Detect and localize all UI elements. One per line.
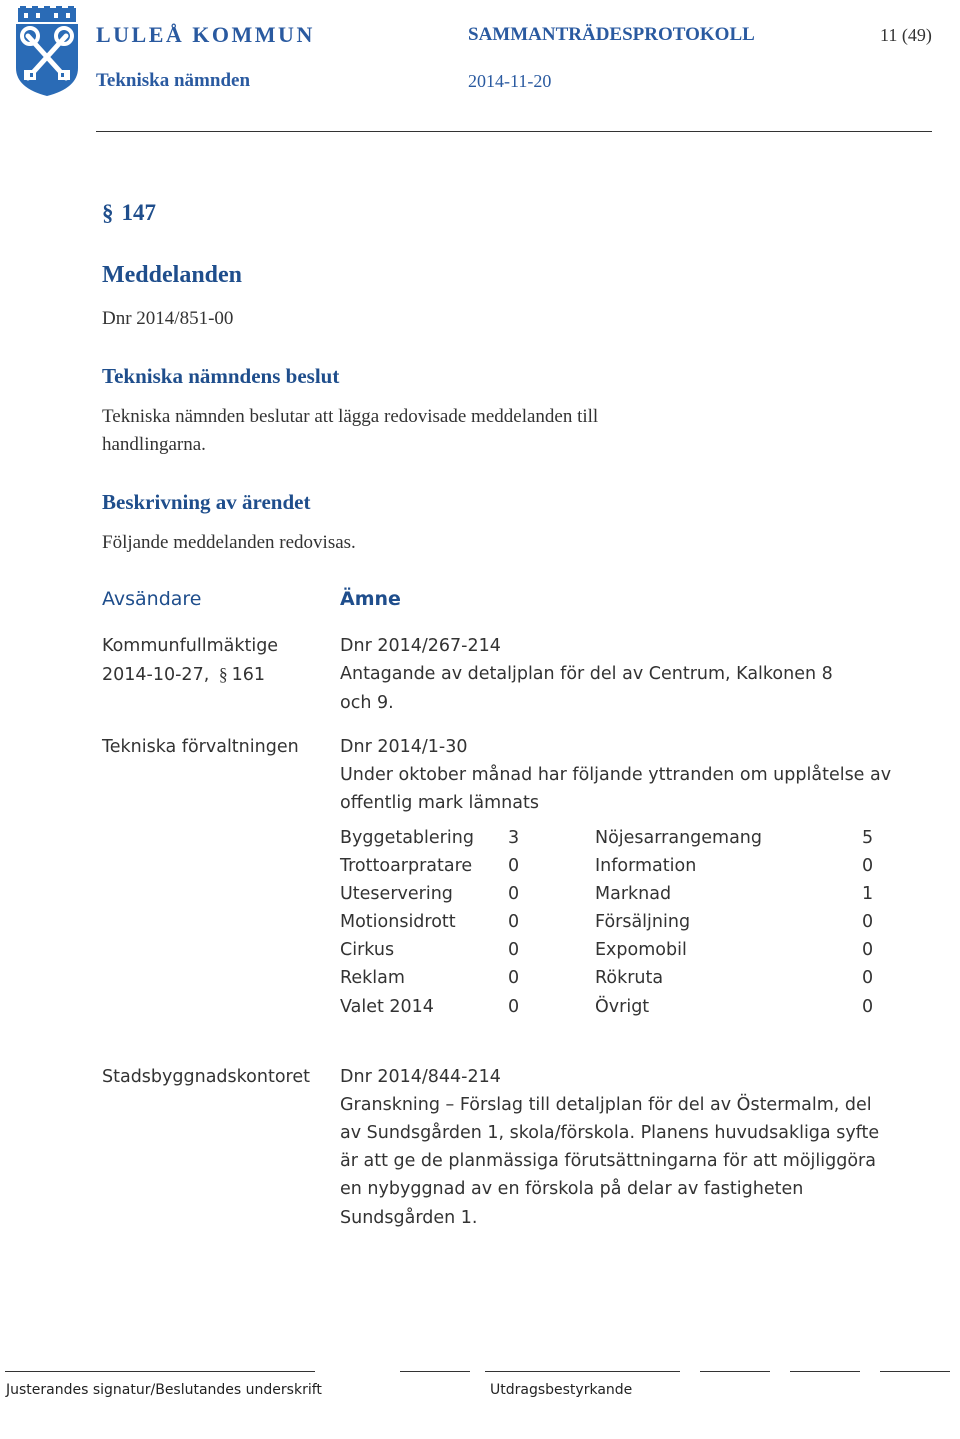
permit-label: Försäljning <box>595 912 691 933</box>
signature-line <box>400 1371 470 1372</box>
permit-label: Uteservering <box>340 884 453 905</box>
item-text-line: av Sundsgården 1, skola/förskola. Planens huvudsakliga syfte <box>340 1123 880 1143</box>
page-number: 11 (49) <box>880 25 932 45</box>
table-row <box>340 912 880 940</box>
permit-count: 0 <box>862 912 874 933</box>
permit-count: 0 <box>508 968 520 989</box>
decision-text-line-1: Tekniska nämnden beslutar att lägga redovisade meddelanden till <box>102 406 599 427</box>
column-subject: Ämne <box>340 588 401 610</box>
permit-label: Övrigt <box>595 996 650 1017</box>
section-symbol: § <box>102 200 114 225</box>
permits-table <box>340 828 880 1025</box>
permit-count: 0 <box>862 940 874 961</box>
permit-label: Motionsidrott <box>340 912 456 933</box>
permit-count: 0 <box>508 856 520 877</box>
signature-line <box>880 1371 950 1372</box>
footer-divider <box>485 1371 625 1372</box>
permit-label: Valet 2014 <box>340 996 434 1017</box>
item-dnr: Dnr 2014/267-214 <box>340 636 501 656</box>
section-number-value: 147 <box>121 200 156 225</box>
item-sender-date-value: 2014-10-27, <box>102 665 210 685</box>
item-text-line: Under oktober månad har följande yttranden om upplåtelse av <box>340 765 892 785</box>
permit-count: 3 <box>508 828 520 848</box>
meeting-date: 2014-11-20 <box>468 71 552 91</box>
permit-label: Rökruta <box>595 968 664 989</box>
coat-of-arms-icon <box>14 6 80 96</box>
table-row <box>340 856 880 884</box>
document-type: SAMMANTRÄDESPROTOKOLL <box>468 24 755 45</box>
item-text-line: Granskning – Förslag till detaljplan för del av Östermalm, del <box>340 1095 872 1115</box>
item-sender: Kommunfullmäktige <box>102 636 279 656</box>
committee-name: Tekniska nämnden <box>96 70 251 91</box>
table-row <box>340 997 880 1025</box>
permit-label: Reklam <box>340 968 405 989</box>
table-row <box>340 828 880 856</box>
description-text: Följande meddelanden redovisas. <box>102 532 356 553</box>
permit-count: 0 <box>508 940 520 961</box>
signature-line <box>700 1371 770 1372</box>
table-row <box>340 884 880 912</box>
item-sender-section: 161 <box>231 665 265 685</box>
column-sender: Avsändare <box>102 588 202 610</box>
section-number <box>102 200 156 226</box>
footer-signatures-label: Justerandes signatur/Beslutandes underskrift <box>6 1382 322 1398</box>
permit-label: Trottoarpratare <box>340 856 473 877</box>
item-text-line: är att ge de planmässiga förutsättningarna för att möjliggöra <box>340 1151 876 1171</box>
description-heading: Beskrivning av ärendet <box>102 490 311 514</box>
header-divider <box>96 131 932 132</box>
section-title: Meddelanden <box>102 262 243 288</box>
item-sender: Stadsbyggnadskontoret <box>102 1067 310 1087</box>
item-text-line: offentlig mark lämnats <box>340 793 539 813</box>
table-row <box>340 968 880 996</box>
decision-text-line-2: handlingarna. <box>102 434 206 455</box>
permit-count: 1 <box>862 884 874 905</box>
item-text-line: och 9. <box>340 693 394 713</box>
permit-label: Information <box>595 856 697 877</box>
item-text-line: Antagande av detaljplan för del av Centrum, Kalkonen 8 <box>340 664 833 684</box>
permit-label: Marknad <box>595 884 672 905</box>
permit-count: 0 <box>862 968 874 989</box>
footer-certifier-label: Utdragsbestyrkande <box>490 1382 633 1398</box>
signature-line <box>790 1371 860 1372</box>
decision-heading: Tekniska nämndens beslut <box>102 364 340 388</box>
table-row <box>340 940 880 968</box>
permit-label: Cirkus <box>340 940 395 961</box>
section-dnr: Dnr 2014/851-00 <box>102 308 234 329</box>
permit-label: Expomobil <box>595 940 687 961</box>
footer-divider <box>5 1371 315 1372</box>
section-symbol: § <box>218 664 228 684</box>
item-sender-date <box>102 660 265 689</box>
item-dnr: Dnr 2014/1-30 <box>340 737 468 757</box>
item-text-line: Sundsgården 1. <box>340 1208 478 1228</box>
permit-count: 0 <box>508 912 520 933</box>
permit-count: 0 <box>508 996 520 1017</box>
item-text-line: en nybyggnad av en förskola på delar av fastigheten <box>340 1179 804 1199</box>
permit-count: 5 <box>862 828 874 848</box>
permit-label: Byggetablering <box>340 828 474 848</box>
permit-count: 0 <box>862 856 874 877</box>
item-dnr: Dnr 2014/844-214 <box>340 1067 501 1087</box>
permit-label: Nöjesarrangemang <box>595 828 763 848</box>
permit-count: 0 <box>508 884 520 905</box>
organisation-name: LULEÅ KOMMUN <box>96 22 315 47</box>
item-sender: Tekniska förvaltningen <box>102 737 299 757</box>
permit-count: 0 <box>862 996 874 1017</box>
